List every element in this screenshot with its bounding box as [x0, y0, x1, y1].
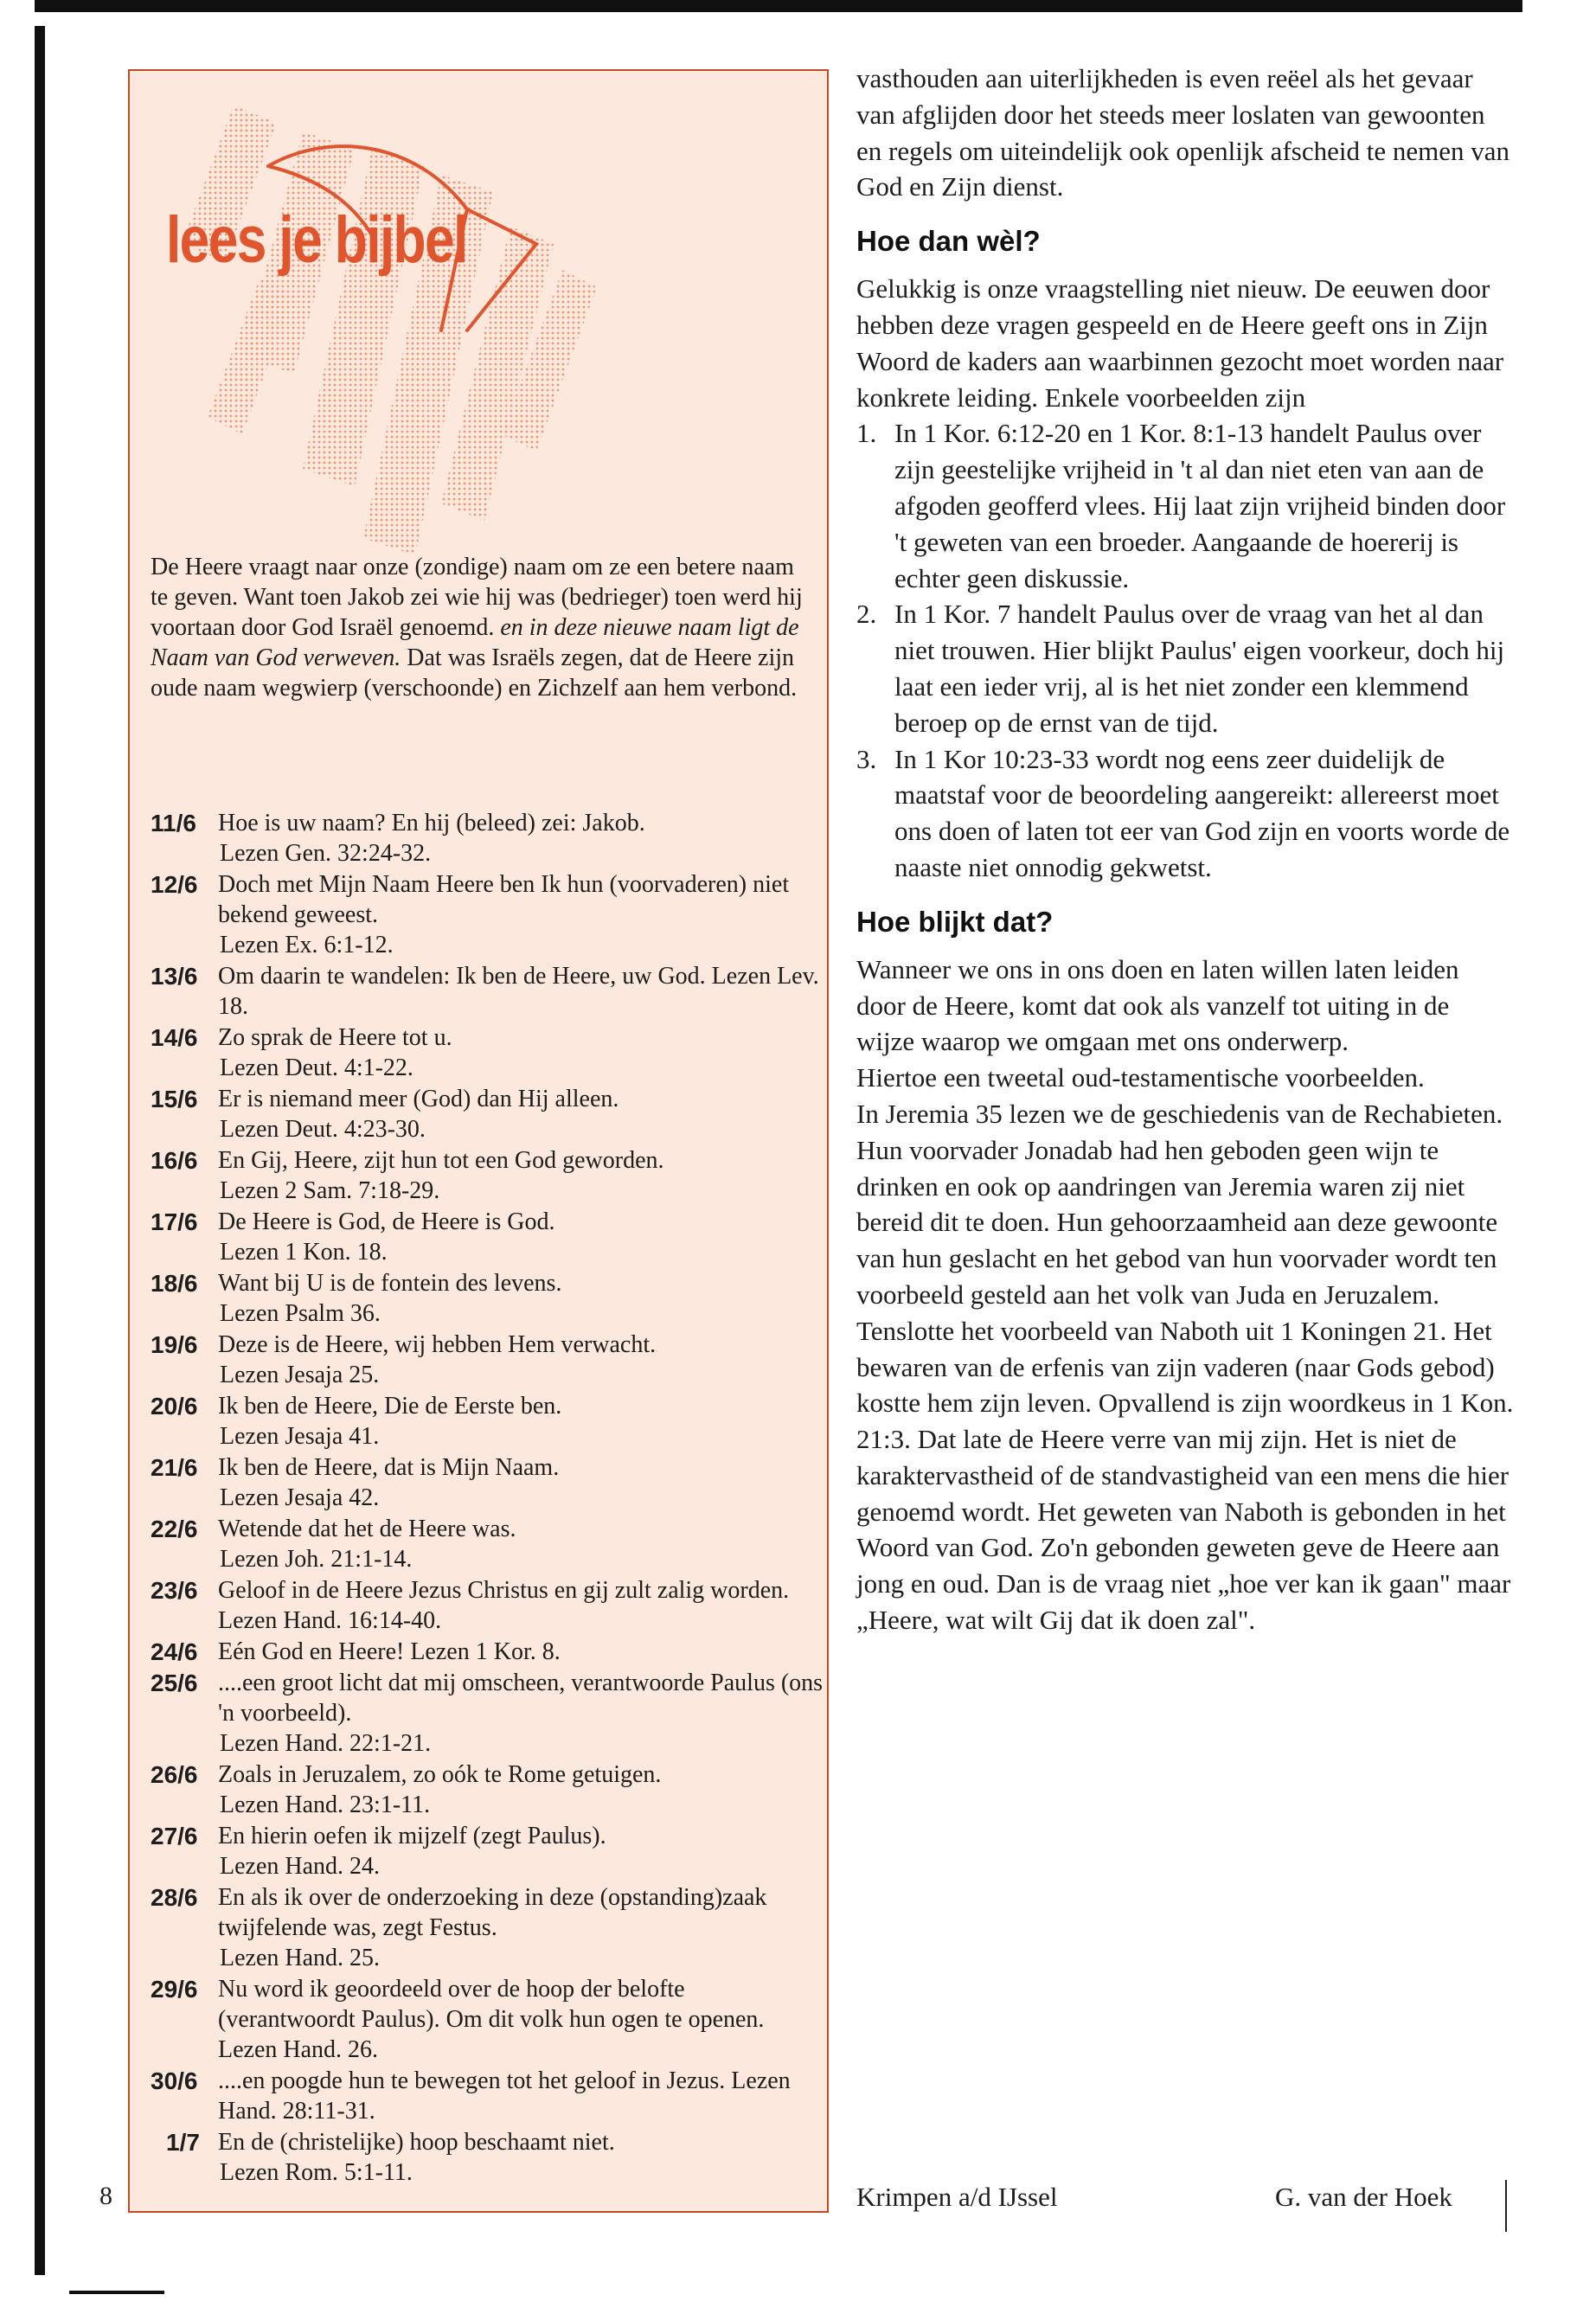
reading-date: 11/6 — [151, 810, 196, 836]
reading-ref: Lezen Hand. 24. — [220, 1853, 381, 1880]
reading-date: 27/6 — [151, 1823, 198, 1849]
reading-text: En hierin oefen ik mijzelf (zegt Paulus). — [218, 1823, 606, 1849]
reading-ref: Lezen Hand. 22:1-21. — [220, 1730, 432, 1757]
reading-text: Nu word ik geoordeeld over de hoop der belofte (verantwoordt Paulus). Om dit volk hun ogen te openen. Lezen Hand. 26. — [218, 1976, 765, 2063]
reading-item — [151, 1268, 825, 1329]
daily-readings-list — [151, 808, 825, 2189]
reading-item — [151, 1452, 825, 1513]
reading-date: 26/6 — [151, 1761, 198, 1788]
reading-date: 18/6 — [151, 1270, 198, 1297]
reading-date: 28/6 — [151, 1884, 198, 1911]
list-text: In 1 Kor 10:23-33 wordt nog eens zeer duidelijk de maatstaf voor de beoordeling aangereikt: allereerst moet ons doen of laten tot eer van God zijn en voorts worde de naaste niet onnodig gekwetst. — [894, 743, 1510, 882]
reading-text: Geloof in de Heere Jezus Christus en gij zult zalig worden. Lezen Hand. 16:14-40. — [218, 1577, 790, 1634]
scan-edge-left — [35, 26, 45, 2275]
list-item — [856, 741, 1514, 886]
reading-item — [151, 1145, 825, 1206]
reading-item — [151, 1330, 825, 1390]
reading-date: 13/6 — [151, 963, 198, 990]
footer-place: Krimpen a/d IJssel — [856, 2182, 1058, 2212]
reading-item — [151, 1084, 825, 1144]
article-paragraph: Wanneer we ons in ons doen en laten willen laten leiden door de Heere, komt dat ook als vanzelf tot uiting in de wijze waarop we omgaan met ons onderwerp. — [856, 953, 1459, 1057]
article-heading-1: Hoe dan wèl? — [856, 225, 1041, 258]
reading-item — [151, 1668, 825, 1759]
reading-date: 1/7 — [166, 2129, 200, 2156]
reading-ref: Lezen Jesaja 25. — [220, 1362, 380, 1388]
reading-ref: Lezen Hand. 25. — [220, 1945, 381, 1971]
reading-item — [151, 2066, 825, 2126]
reading-item — [151, 1974, 825, 2065]
reading-ref: Lezen Gen. 32:24-32. — [220, 840, 432, 867]
list-number: 2. — [856, 599, 877, 630]
reading-item — [151, 961, 825, 1022]
reading-item — [151, 1637, 825, 1667]
intro-part-3: Dat was Israëls zegen, dat de Heere zijn oude naam wegwierp (verschoonde) en Zichzelf aan hem verbond. — [151, 644, 798, 702]
article-paragraph: Tenslotte het voorbeeld van Naboth uit 1 Koningen 21. Het bewaren van de erfenis van zijn vaderen (naar Gods gebod) kostte hem zijn leven. Opvallend is zijn woordkeus in 1 Kon. 21:3. Dat late de Heere verre van mij zijn. Het is niet de karaktervastheid of de standvastigheid van een mens die hier genoemd wordt. Het geweten van Naboth is gebonden in het Woord van God. Zo'n gebonden geweten geve de Heere aan jong en oud. Dan is de vraag niet „hoe ver kan ik gaan" maar „Heere, wat wilt Gij dat ik doen zal". — [856, 1315, 1514, 1636]
reading-date: 22/6 — [151, 1516, 198, 1542]
reading-text: ....en poogde hun te bewegen tot het geloof in Jezus. Lezen Hand. 28:11-31. — [218, 2067, 791, 2125]
section-title: lees je bijbel — [166, 203, 467, 277]
reading-ref: Lezen Jesaja 41. — [220, 1423, 380, 1450]
reading-ref: Lezen Deut. 4:23-30. — [220, 1116, 426, 1143]
article-paragraph: vasthouden aan uiterlijkheden is even reëel als het gevaar van afglijden door het steeds meer loslaten van gewoonten en regels om uiteindelijk ook openlijk afscheid te nemen van God en Zijn dienst. — [856, 63, 1509, 202]
reading-date: 16/6 — [151, 1147, 198, 1174]
reading-item — [151, 1759, 825, 1820]
list-text: In 1 Kor. 6:12-20 en 1 Kor. 8:1-13 handelt Paulus over zijn geestelijke vrijheid in 't al dan niet eten van aan de afgoden geofferd vlees. Hij laat zijn vrijheid binden door 't geweten van een broeder. Aangaande de hoererij is echter geen diskussie. — [894, 418, 1506, 593]
reading-text: En de (christelijke) hoop beschaamt niet. — [218, 2129, 615, 2156]
reading-date: 24/6 — [151, 1638, 198, 1665]
list-item — [856, 596, 1514, 740]
reading-ref: Lezen Ex. 6:1-12. — [220, 932, 394, 958]
reading-item — [151, 1391, 825, 1452]
reading-date: 21/6 — [151, 1454, 198, 1481]
reading-text: En Gij, Heere, zijt hun tot een God geworden. — [218, 1147, 664, 1174]
reading-item — [151, 1575, 825, 1636]
article-column — [856, 61, 1514, 1638]
reading-date: 12/6 — [151, 871, 198, 898]
reading-date: 30/6 — [151, 2067, 198, 2094]
reading-item — [151, 2127, 825, 2188]
reading-date: 17/6 — [151, 1208, 198, 1235]
page-number: 8 — [99, 2182, 112, 2210]
reading-ref: Lezen 2 Sam. 7:18-29. — [220, 1177, 440, 1204]
intro-paragraph — [151, 552, 817, 703]
reading-ref: Lezen 1 Kon. 18. — [220, 1239, 388, 1266]
reading-ref: Lezen Joh. 21:1-14. — [220, 1546, 413, 1573]
reading-text: Ik ben de Heere, dat is Mijn Naam. — [218, 1454, 560, 1481]
article-paragraph: Gelukkig is onze vraagstelling niet nieuw. De eeuwen door hebben deze vragen gespeeld en de Heere geeft ons in Zijn Woord de kaders aan waarbinnen gezocht moet worden naar konkrete leiding. Enkele voorbeelden zijn — [856, 273, 1504, 413]
reading-text: Want bij U is de fontein des levens. — [218, 1270, 562, 1297]
reading-text: Ik ben de Heere, Die de Eerste ben. — [218, 1393, 562, 1420]
list-number: 1. — [856, 418, 877, 449]
reading-text: De Heere is God, de Heere is God. — [218, 1208, 555, 1235]
reading-text: Doch met Mijn Naam Heere ben Ik hun (voorvaderen) niet bekend geweest. — [218, 871, 790, 928]
reading-item — [151, 1882, 825, 1973]
examples-list — [856, 415, 1514, 885]
reading-item — [151, 1207, 825, 1267]
reading-item — [151, 869, 825, 960]
reading-ref: Lezen Psalm 36. — [220, 1300, 381, 1327]
reading-date: 20/6 — [151, 1393, 198, 1420]
reading-ref: Lezen Rom. 5:1-11. — [220, 2159, 413, 2186]
list-number: 3. — [856, 743, 877, 774]
reading-item — [151, 808, 825, 868]
reading-date: 25/6 — [151, 1670, 198, 1696]
reading-item — [151, 1514, 825, 1574]
footer-divider — [1505, 2180, 1507, 2232]
reading-text: Zo sprak de Heere tot u. — [218, 1024, 452, 1051]
halftone-streaks — [182, 106, 597, 555]
list-text: In 1 Kor. 7 handelt Paulus over de vraag van het al dan niet trouwen. Hier blijkt Paulus' eigen voorkeur, doch hij laat een ieder vrij, al is het niet zonder een klemmend beroep op de ernst van de tijd. — [894, 599, 1505, 738]
reading-date: 19/6 — [151, 1331, 198, 1358]
reading-date: 15/6 — [151, 1086, 198, 1112]
article-heading-2: Hoe blijkt dat? — [856, 905, 1054, 938]
reading-ref: Lezen Deut. 4:1-22. — [220, 1054, 413, 1081]
reading-text: Wetende dat het de Heere was. — [218, 1516, 516, 1542]
reading-text: Er is niemand meer (God) dan Hij alleen. — [218, 1086, 619, 1112]
reading-item — [151, 1022, 825, 1083]
scan-edge-bottom — [69, 2291, 164, 2294]
scan-edge-top — [35, 0, 1522, 12]
reading-text: En als ik over de onderzoeking in deze (opstanding)zaak twijfelende was, zegt Festus. — [218, 1884, 767, 1941]
reading-date: 23/6 — [151, 1577, 198, 1604]
reading-text: Deze is de Heere, wij hebben Hem verwacht. — [218, 1331, 657, 1358]
reading-text: Hoe is uw naam? En hij (beleed) zei: Jakob. — [218, 810, 645, 836]
reading-item — [151, 1821, 825, 1881]
reading-text: ....een groot licht dat mij omscheen, verantwoorde Paulus (ons 'n voorbeeld). — [218, 1670, 824, 1727]
intro-part-1: De Heere vraagt naar onze (zondige) naam om ze een betere naam te geven. Want toen Jakob zei wie hij was (bedrieger) toen werd hij voortaan door God Israël genoemd. — [151, 554, 803, 641]
reading-date: 29/6 — [151, 1976, 198, 2003]
article-paragraph: Hiertoe een tweetal oud-testamentische voorbeelden. — [856, 1062, 1425, 1093]
footer-author: G. van der Hoek — [1275, 2182, 1452, 2212]
reading-date: 14/6 — [151, 1024, 198, 1051]
reading-ref: Lezen Hand. 23:1-11. — [220, 1791, 431, 1818]
reading-schedule-box — [128, 69, 829, 2213]
reading-text: Eén God en Heere! Lezen 1 Kor. 8. — [218, 1638, 561, 1665]
intro-part-2-italic: en in deze nieuwe naam ligt de Naam van God verweven. — [151, 614, 799, 671]
reading-text: Om daarin te wandelen: Ik ben de Heere, uw God. Lezen Lev. 18. — [218, 963, 819, 1020]
list-item — [856, 415, 1514, 596]
bible-illustration — [130, 71, 827, 555]
reading-ref: Lezen Jesaja 42. — [220, 1484, 380, 1511]
reading-text: Zoals in Jeruzalem, zo oók te Rome getuigen. — [218, 1761, 662, 1788]
article-paragraph: In Jeremia 35 lezen we de geschiedenis van de Rechabieten. Hun voorvader Jonadab had hen geboden geen wijn te drinken en ook op aandringen van Jeremia waren zij niet bereid dit te doen. Hun gehoorzaamheid aan deze gewoonte van hun geslacht en het gebod van hun voorvader wordt ten voorbeeld gesteld aan het volk van Juda en Jeruzalem. — [856, 1098, 1503, 1310]
